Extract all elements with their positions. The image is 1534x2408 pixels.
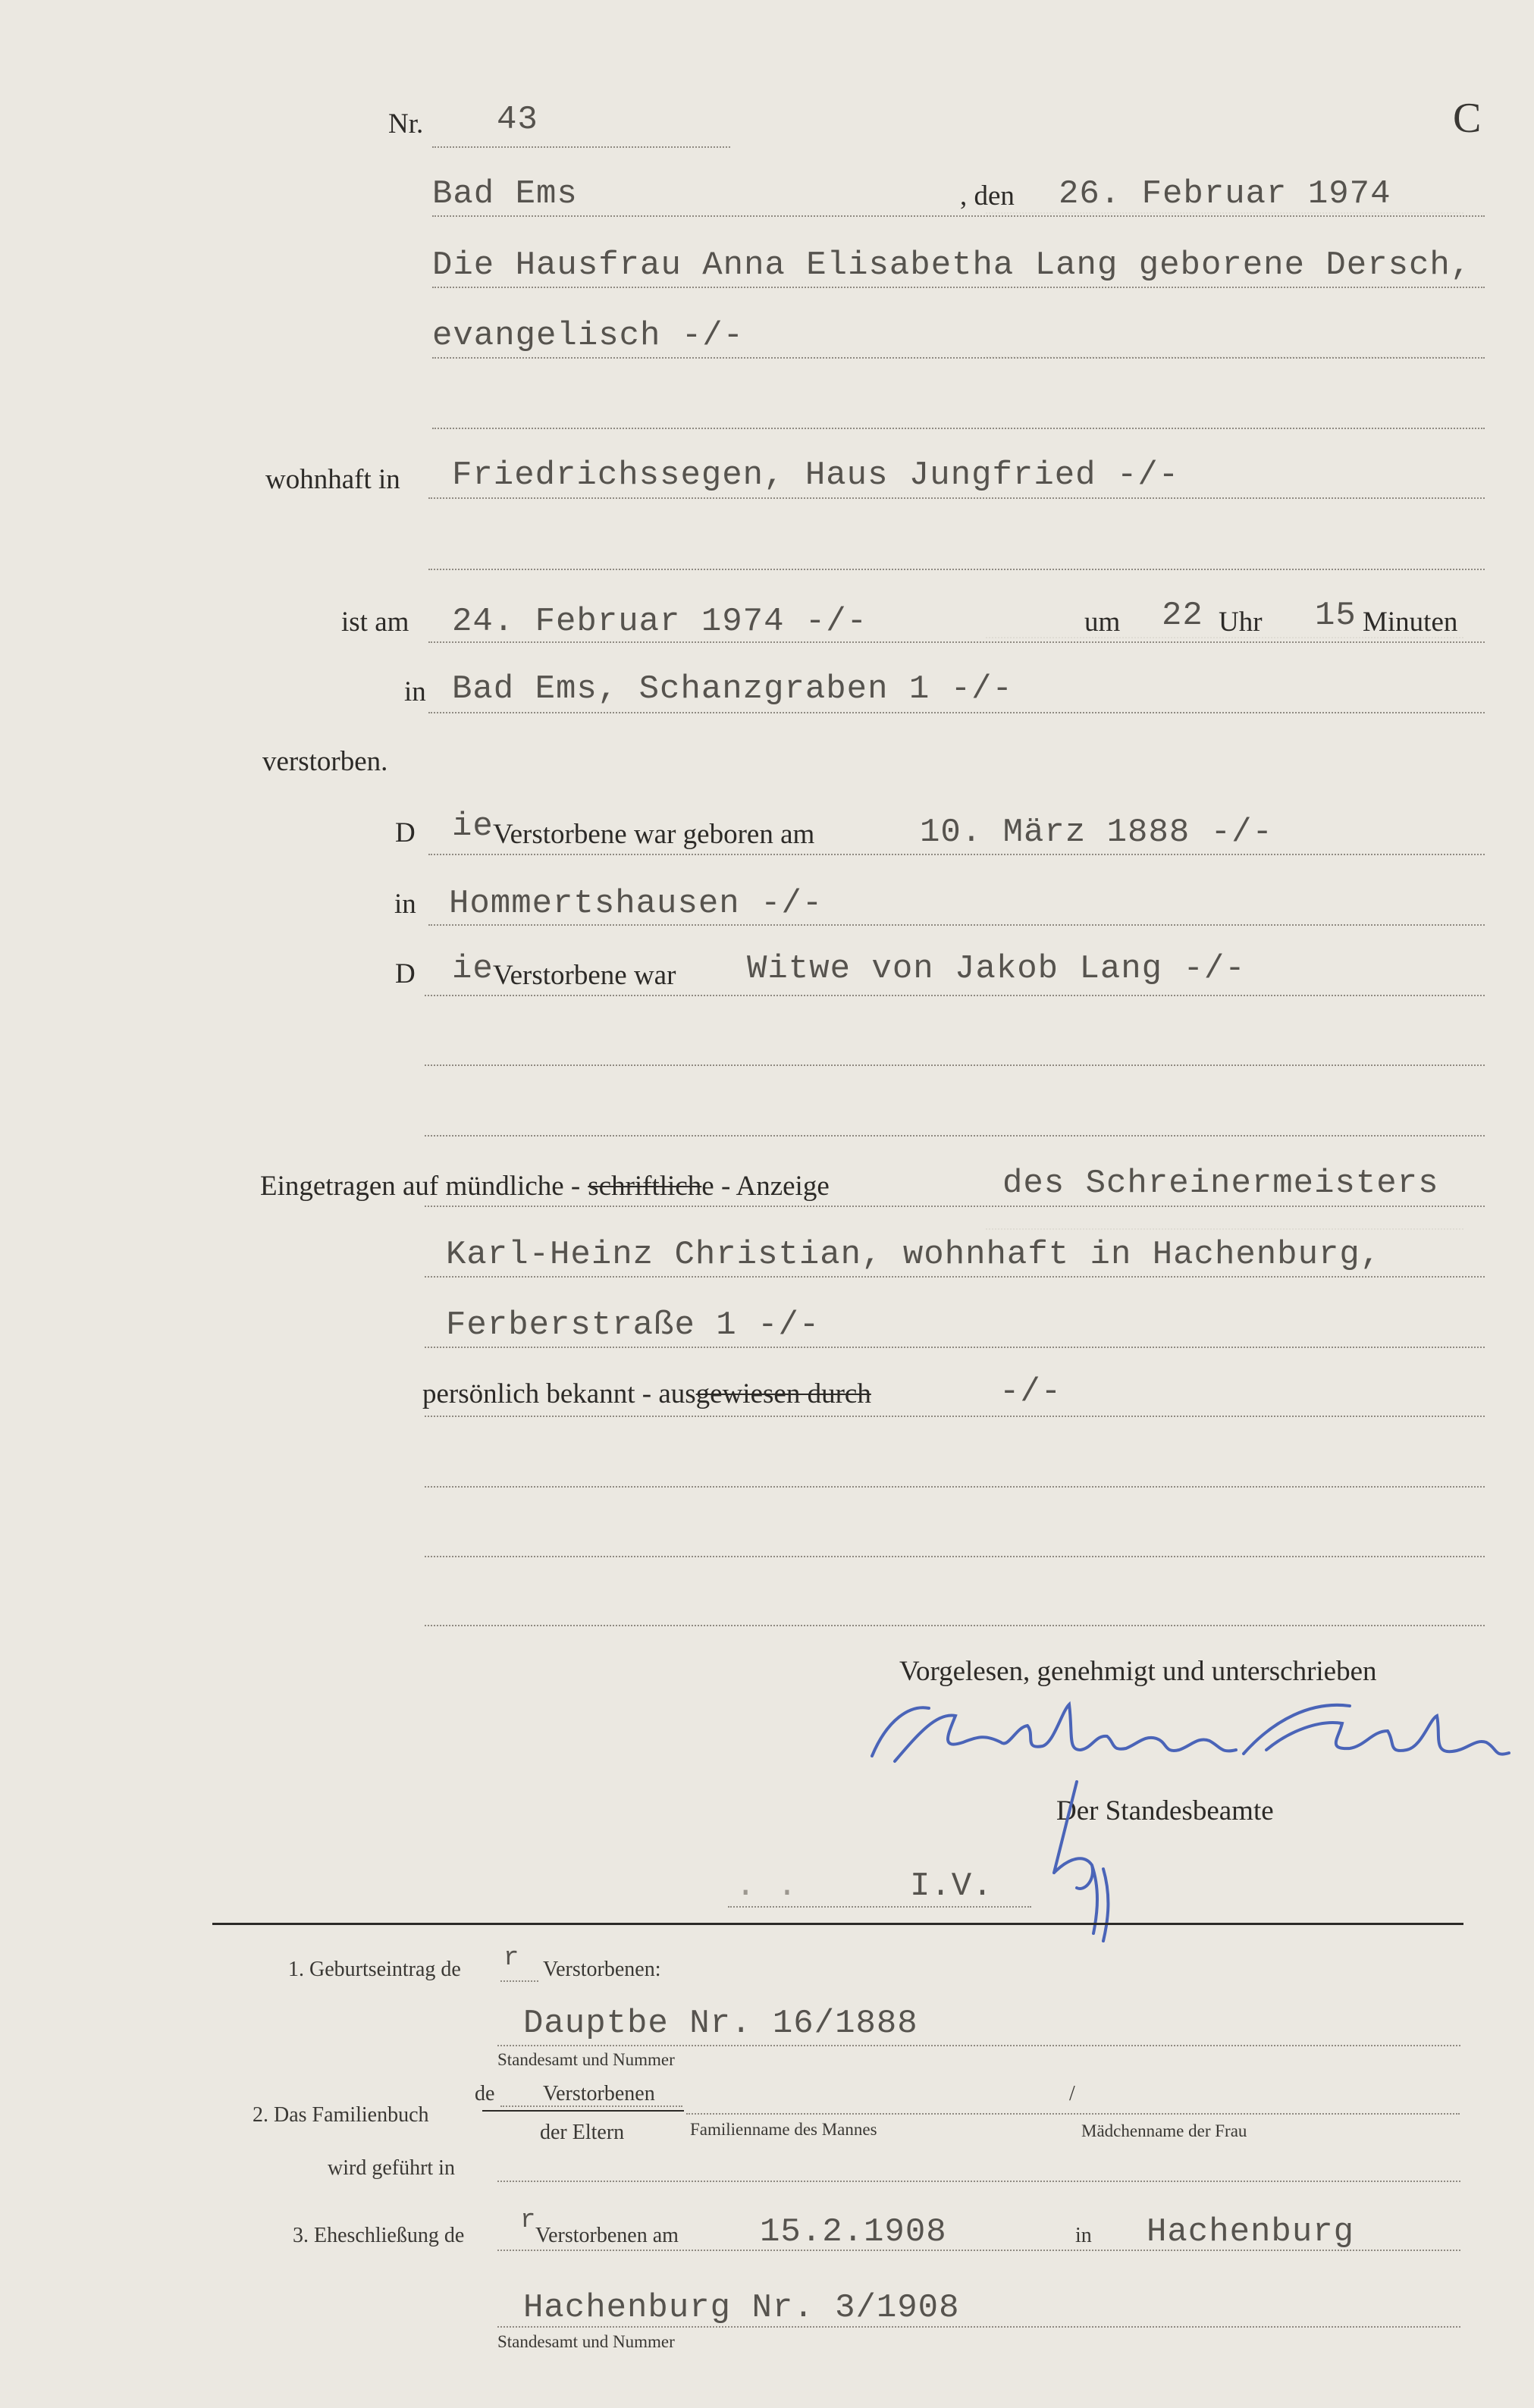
- line: [428, 712, 1485, 713]
- line: [425, 1486, 1485, 1488]
- deceased-line2: evangelisch -/-: [432, 317, 745, 355]
- line: [686, 2113, 1460, 2115]
- registration-label-struck: schriftlich: [588, 1171, 702, 1202]
- item2-fraction-line: [482, 2110, 684, 2112]
- line: [425, 1416, 1485, 1417]
- date-value: 26. Februar 1974: [1059, 175, 1391, 213]
- item3-date: 15.2.1908: [760, 2213, 947, 2251]
- line: [497, 2181, 1460, 2182]
- line: [425, 1347, 1485, 1348]
- corner-letter: C: [1453, 95, 1482, 142]
- item2-label: 2. Das Familienbuch: [253, 2103, 429, 2127]
- known-label-a: persönlich bekannt - aus: [422, 1378, 696, 1409]
- line: [728, 1906, 1031, 1908]
- line: [428, 924, 1485, 926]
- line: [425, 995, 1485, 996]
- birth-label: Verstorbene war geboren am: [493, 819, 815, 850]
- item3-value: Hachenburg Nr. 3/1908: [523, 2289, 960, 2327]
- nr-line: [432, 146, 730, 148]
- line: [428, 569, 1485, 570]
- death-um-label: um: [1084, 607, 1121, 638]
- verstorben-label: verstorben.: [262, 746, 388, 777]
- registration-label-b: e - Anzeige: [701, 1171, 830, 1202]
- separator-rule: [212, 1923, 1463, 1925]
- item3-place: Hachenburg: [1147, 2213, 1355, 2251]
- registration-value-line1: des Schreinermeisters: [1002, 1165, 1439, 1202]
- known-label-struck: gewiesen durch: [695, 1378, 871, 1409]
- line: [500, 2105, 682, 2107]
- item3-suffix: r: [520, 2206, 537, 2235]
- item2-value: Verstorbenen: [543, 2082, 655, 2105]
- birth-suffix: ie: [452, 807, 494, 845]
- line: [432, 428, 1485, 429]
- residence-value: Friedrichssegen, Haus Jungfried -/-: [452, 456, 1180, 494]
- death-hour-label: Uhr: [1219, 607, 1263, 638]
- registration-value-line2: Karl-Heinz Christian, wohnhaft in Hachenburg,: [446, 1236, 1382, 1274]
- line: [432, 357, 1485, 359]
- status-prefix: D: [395, 958, 416, 989]
- birth-place-label: in: [394, 889, 416, 920]
- registration-label: [260, 1172, 830, 1200]
- nr-value: 43: [497, 101, 538, 139]
- status-value: Witwe von Jakob Lang -/-: [747, 950, 1246, 988]
- line: [497, 2326, 1460, 2328]
- line: [500, 1980, 538, 1982]
- item1-after: Verstorbenen:: [543, 1958, 661, 1981]
- iv-label: I.V.: [910, 1867, 993, 1905]
- item2-caption-husband: Familienname des Mannes: [690, 2120, 877, 2139]
- death-place-value: Bad Ems, Schanzgraben 1 -/-: [452, 670, 1013, 708]
- death-minute-label: Minuten: [1363, 607, 1458, 638]
- deceased-line1: Die Hausfrau Anna Elisabetha Lang geborene Dersch,: [432, 246, 1472, 284]
- line: [428, 854, 1485, 855]
- line: [497, 2045, 1460, 2046]
- birth-prefix: D: [395, 817, 416, 848]
- read-approved-label: Vorgelesen, genehmigt und unterschrieben: [899, 1656, 1377, 1687]
- item1-label: 1. Geburtseintrag de: [288, 1958, 461, 1981]
- birth-date-value: 10. März 1888 -/-: [920, 814, 1273, 851]
- item2-eltern: der Eltern: [540, 2121, 625, 2144]
- informant-signature: [864, 1689, 1509, 1780]
- item2-slash: /: [1069, 2082, 1075, 2105]
- death-hour: 22: [1162, 597, 1203, 635]
- birth-place-value: Hommertshausen -/-: [449, 885, 823, 923]
- line: [425, 1135, 1485, 1137]
- line: [425, 1556, 1485, 1557]
- item3-label: 3. Eheschließung de: [293, 2224, 465, 2247]
- official-label: Der Standesbeamte: [1056, 1795, 1274, 1826]
- item3-after: Verstorbenen am: [535, 2224, 679, 2247]
- status-label: Verstorbene war: [493, 960, 676, 991]
- death-date-label: ist am: [341, 607, 409, 638]
- line: [425, 1064, 1485, 1066]
- line: [497, 2250, 1460, 2251]
- item1-value: Dauptbe Nr. 16/1888: [523, 2005, 918, 2043]
- item2-kept: wird geführt in: [328, 2156, 455, 2180]
- item1-suffix: r: [503, 1944, 520, 1973]
- item1-caption: Standesamt und Nummer: [497, 2050, 675, 2069]
- registration-value-line3: Ferberstraße 1 -/-: [446, 1306, 820, 1344]
- decorative-dots: . .: [736, 1867, 798, 1905]
- line: [425, 1206, 1485, 1207]
- line: [425, 1625, 1485, 1626]
- line: [428, 497, 1485, 499]
- death-place-label: in: [404, 676, 426, 707]
- item3-caption: Standesamt und Nummer: [497, 2332, 675, 2351]
- place-value: Bad Ems: [432, 175, 578, 213]
- item3-in: in: [1075, 2224, 1092, 2247]
- date-label: , den: [960, 180, 1015, 212]
- status-suffix: ie: [452, 950, 494, 988]
- registration-label-a: Eingetragen auf mündliche -: [260, 1171, 581, 1202]
- residence-label: wohnhaft in: [265, 464, 400, 495]
- line: [428, 641, 1485, 643]
- known-label: [422, 1380, 871, 1408]
- line: [432, 287, 1485, 288]
- death-date-value: 24. Februar 1974 -/-: [452, 603, 868, 641]
- nr-label: Nr.: [388, 108, 424, 140]
- known-value: -/-: [999, 1373, 1062, 1411]
- place-line: [432, 215, 1485, 217]
- item2-de: de: [475, 2082, 495, 2105]
- line: [425, 1276, 1485, 1278]
- death-minute: 15: [1315, 597, 1357, 635]
- item2-caption-wife: Mädchenname der Frau: [1081, 2121, 1247, 2140]
